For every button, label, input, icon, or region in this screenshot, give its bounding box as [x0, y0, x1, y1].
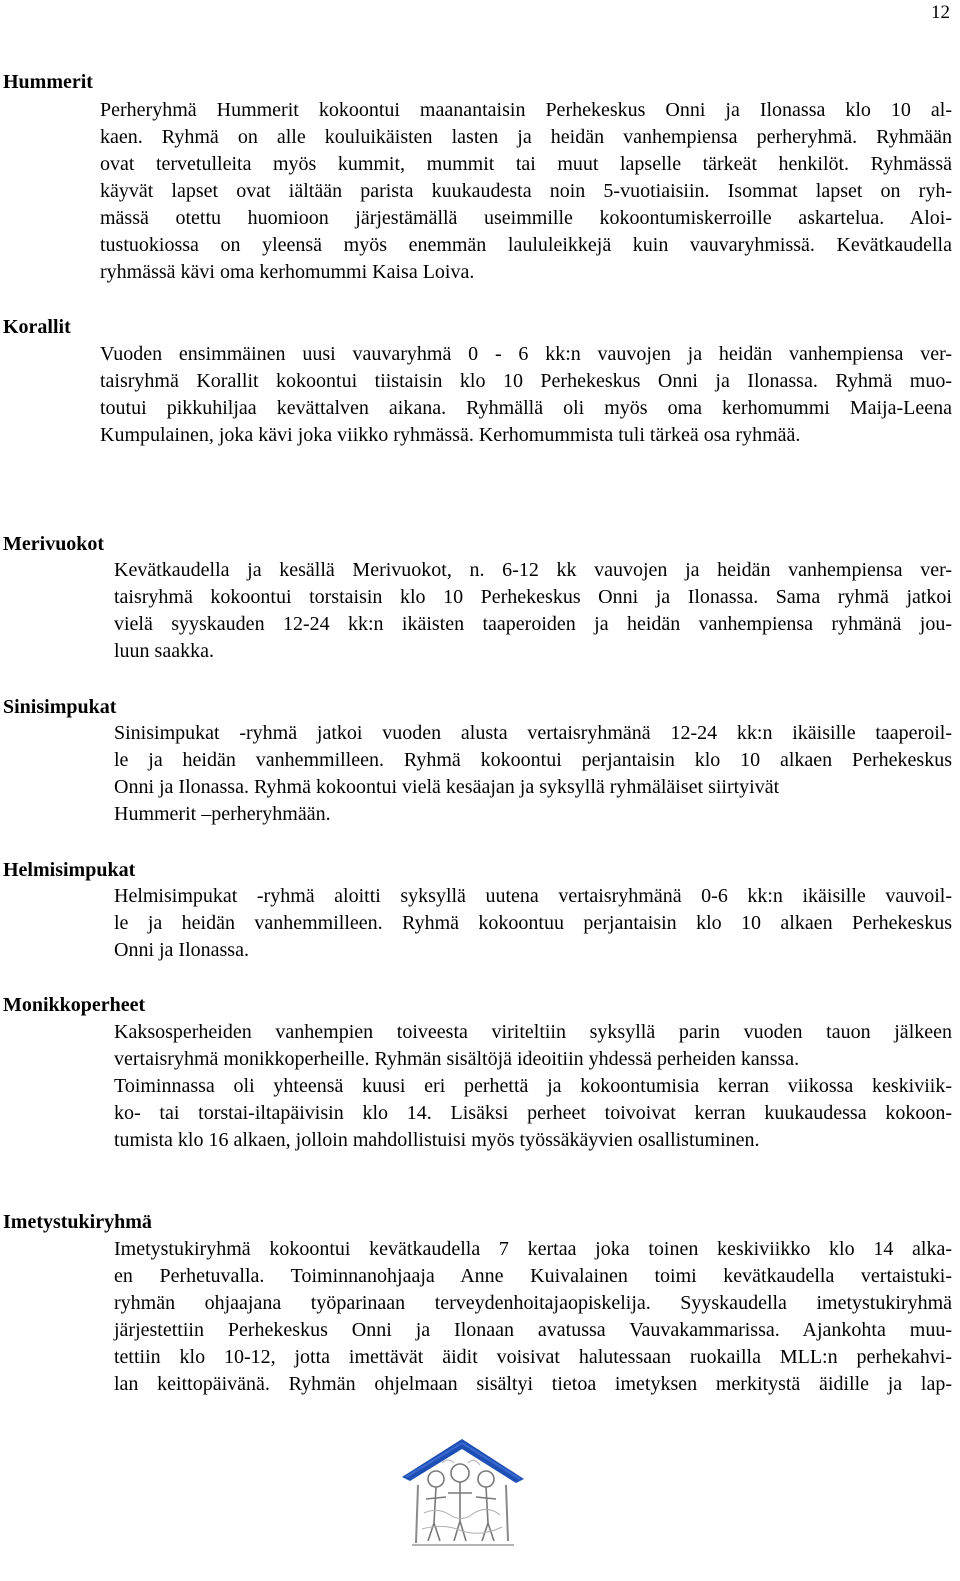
text-line: taisryhmä Korallit kokoontui tiistaisin klo 10 Perhekeskus Onni ja Ilonassa. Ryhmä muo-	[100, 370, 952, 392]
text-line: Imetystukiryhmä kokoontui kevätkaudella 7 kertaa joka toinen keskiviikko klo 14 alka-	[114, 1238, 952, 1260]
section-heading-sinisimpukat: Sinisimpukat	[3, 696, 117, 718]
section-heading-imetystukiryhma: Imetystukiryhmä	[3, 1211, 152, 1233]
page-number: 12	[931, 2, 950, 23]
text-line: Onni ja Ilonassa.	[114, 939, 249, 961]
section-heading-hummerit: Hummerit	[3, 71, 93, 93]
section-text-imetystukiryhma	[114, 1236, 952, 1398]
text-line: ryhmässä kävi oma kerhomummi Kaisa Loiva.	[100, 261, 475, 283]
text-line: tustuokiossa on yleensä myös enemmän laululeikkejä kuin vauvaryhmissä. Kevätkaudella	[100, 234, 952, 256]
text-line: tumista klo 16 alkaen, jolloin mahdollistuisi myös työssäkäyvien osallistuminen.	[114, 1129, 760, 1151]
text-line: le ja heidän vanhemmilleen. Ryhmä kokoontui perjantaisin klo 10 alkaen Perhekeskus	[114, 749, 952, 771]
section-text-hummerit	[100, 97, 952, 286]
text-line: Perheryhmä Hummerit kokoontui maanantaisin Perhekeskus Onni ja Ilonassa klo 10 al-	[100, 99, 952, 121]
section-text-helmisimpukat	[114, 883, 952, 964]
text-line: Sinisimpukat -ryhmä jatkoi vuoden alusta vertaisryhmänä 12-24 kk:n ikäisille taaperoil-	[114, 722, 952, 744]
section-text-merivuokot	[114, 557, 952, 665]
text-line: ovat tervetulleita myös kummit, mummit tai muut lapselle tärkeät henkilöt. Ryhmässä	[100, 153, 952, 175]
text-line: Helmisimpukat -ryhmä aloitti syksyllä uutena vertaisryhmänä 0-6 kk:n ikäisille vauvoil-	[114, 885, 952, 907]
text-line: Hummerit –perheryhmään.	[114, 803, 331, 825]
text-line: tettiin klo 10-12, jotta imettävät äidit voisivat halutessaan ruokailla MLL:n perhekahvi-	[114, 1346, 952, 1368]
text-line: Kaksosperheiden vanhempien toiveesta viriteltiin syksyllä parin vuoden tauon jälkeen	[114, 1021, 952, 1043]
text-line: Kumpulainen, joka kävi joka viikko ryhmässä. Kerhomummista tuli tärkeä osa ryhmää.	[100, 424, 801, 446]
section-text-monikkoperheet	[114, 1019, 952, 1154]
house-drawing-logo-icon	[398, 1433, 528, 1551]
text-line: Onni ja Ilonassa. Ryhmä kokoontui vielä kesäajan ja syksyllä ryhmäläiset siirtyivät	[114, 776, 780, 798]
section-heading-merivuokot: Merivuokot	[3, 533, 105, 555]
section-text-korallit	[100, 341, 952, 449]
section-heading-korallit: Korallit	[3, 316, 71, 338]
text-line: taisryhmä kokoontui torstaisin klo 10 Perhekeskus Onni ja Ilonassa. Sama ryhmä jatkoi	[114, 586, 952, 608]
text-line: toutui pikkuhiljaa kevättalven aikana. Ryhmällä oli myös oma kerhomummi Maija-Leena	[100, 397, 952, 419]
text-line: le ja heidän vanhemmilleen. Ryhmä kokoontuu perjantaisin klo 10 alkaen Perhekeskus	[114, 912, 952, 934]
text-line: kaen. Ryhmä on alle kouluikäisten lasten ja heidän vanhempiensa perheryhmä. Ryhmään	[100, 126, 952, 148]
section-text-sinisimpukat	[114, 720, 952, 828]
text-line: mässä otettu huomioon järjestämällä useimmille kokoontumiskerroille askartelua. Aloi-	[100, 207, 952, 229]
text-line: ryhmän ohjaajana työparinaan terveydenhoitajaopiskelija. Syyskaudella imetystukiryhmä	[114, 1292, 952, 1314]
text-line: ko- tai torstai-iltapäivisin klo 14. Lisäksi perheet toivoivat kerran kuukaudessa kokoon-	[114, 1102, 952, 1124]
section-heading-helmisimpukat: Helmisimpukat	[3, 859, 136, 881]
text-line: lan keittopäivänä. Ryhmän ohjelmaan sisältyi tietoa imetyksen merkitystä äidille ja lap-	[114, 1373, 952, 1395]
text-line: Vuoden ensimmäinen uusi vauvaryhmä 0 - 6 kk:n vauvojen ja heidän vanhempiensa ver-	[100, 343, 952, 365]
text-line: Toiminnassa oli yhteensä kuusi eri perhettä ja kokoontumisia kerran viikossa keskiviik-	[114, 1075, 952, 1097]
text-line: vertaisryhmä monikkoperheille. Ryhmän sisältöjä ideoitiin yhdessä perheiden kanssa.	[114, 1048, 800, 1070]
text-line: järjestettiin Perhekeskus Onni ja Ilonaan avatussa Vauvakammarissa. Ajankohta muu-	[114, 1319, 952, 1341]
text-line: vielä syyskauden 12-24 kk:n ikäisten taaperoiden ja heidän vanhempiensa ryhmänä jou-	[114, 613, 952, 635]
text-line: käyvät lapset ovat iältään parista kuukaudesta noin 5-vuotiaisiin. Isommat lapset on ryh-	[100, 180, 952, 202]
section-heading-monikkoperheet: Monikkoperheet	[3, 994, 146, 1016]
logo-svg	[398, 1433, 528, 1551]
text-line: luun saakka.	[114, 640, 214, 662]
text-line: en Perhetuvalla. Toiminnanohjaaja Anne Kuivalainen toimi kevätkaudella vertaistuki-	[114, 1265, 952, 1287]
text-line: Kevätkaudella ja kesällä Merivuokot, n. 6-12 kk vauvojen ja heidän vanhempiensa ver-	[114, 559, 952, 581]
